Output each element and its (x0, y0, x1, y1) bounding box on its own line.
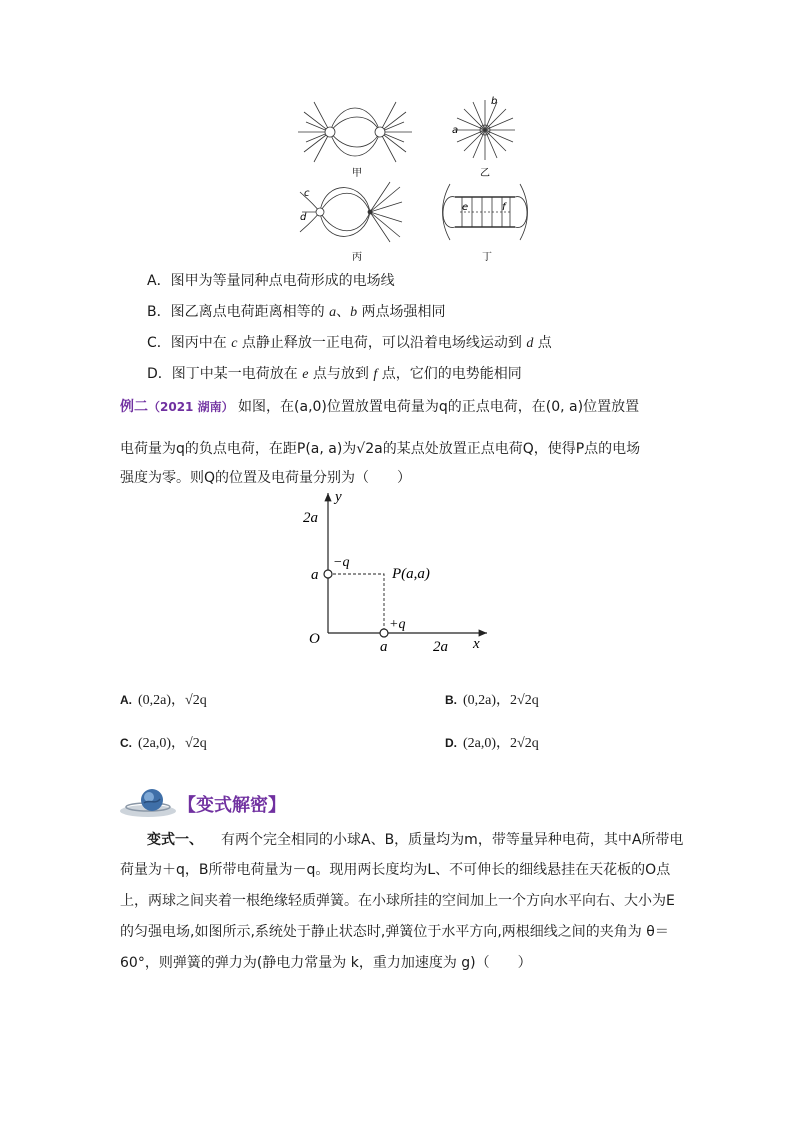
diagram-jia (298, 102, 412, 162)
caption-bing: 丙 (352, 252, 362, 262)
answer-b[interactable] (445, 689, 539, 709)
option-text: 两点场强相同 (357, 304, 446, 320)
variant1-line5: 60°，则弹簧的弹力为(静电力常量为 k，重力加速度为 g)（ ） (120, 955, 532, 971)
variant1-text: 有两个完全相同的小球A、B，质量均为m，带等量异种电荷，其中A所带电 (221, 832, 684, 848)
diagram-bing (300, 182, 402, 242)
x-axis-label: x (473, 636, 480, 652)
example2-line3: 强度为零。则Q的位置及电荷量分别为（ ） (120, 470, 412, 486)
option-letter: D． (147, 366, 172, 382)
answer-letter: C. (120, 736, 132, 750)
option-b (147, 301, 446, 321)
var-f: f (373, 367, 378, 382)
label-e: e (462, 202, 469, 213)
variant1-line3: 上，两球之间夹着一根绝缘轻质弹簧。在小球所挂的空间加上一个方向水平向右、大小为E (120, 893, 675, 909)
pos-charge-label: +q (389, 617, 406, 632)
answer-text: (2a,0)，2√2q (463, 736, 539, 751)
label-d: d (300, 212, 307, 223)
answer-d[interactable] (445, 732, 539, 752)
label-a: a (452, 125, 459, 136)
var-e: e (302, 367, 309, 382)
option-d (147, 363, 522, 383)
option-c (147, 332, 552, 352)
option-letter: C． (147, 335, 171, 351)
var-b: b (350, 305, 358, 320)
caption-ding: 丁 (482, 252, 492, 262)
option-letter: A． (147, 273, 171, 289)
example2-line2: 电荷量为q的负点电荷，在距P(a, a)为√2a的某点处放置正点电荷Q，使得P点的电场 (120, 441, 641, 457)
x-tick-2a: 2a (433, 639, 448, 655)
section-title: 【变式解密】 (178, 795, 286, 816)
example2-source: （2021 湖南） (148, 400, 234, 414)
option-text: 点 (533, 335, 552, 351)
option-text: 、 (336, 304, 351, 320)
y-axis-label: y (335, 489, 342, 505)
example2-line1 (120, 396, 680, 418)
option-text: 点，它们的电势能相同 (377, 366, 522, 382)
option-letter: B． (147, 304, 171, 320)
variant1-line1 (147, 829, 687, 851)
field-lines-figure (290, 92, 530, 262)
diagram-ding (443, 184, 528, 240)
example2-text: 如图，在(a,0)位置放置电荷量为q的正点电荷，在(0, a)位置放置 (238, 399, 640, 415)
answer-letter: D. (445, 736, 457, 750)
neg-charge-label: −q (333, 555, 350, 570)
dashed-guide (328, 574, 384, 633)
answer-text: (2a,0)，√2q (138, 736, 207, 751)
answer-text: (0,2a)，2√2q (463, 693, 539, 708)
option-text: 图丙中在 (170, 335, 232, 351)
y-tick-2a: 2a (303, 510, 318, 526)
answer-letter: A. (120, 693, 132, 707)
caption-jia: 甲 (352, 168, 362, 179)
option-text: 图甲为等量同种点电荷形成的电场线 (170, 273, 395, 289)
var-d: d (526, 336, 534, 351)
negative-charge (324, 570, 332, 578)
var-a: a (329, 305, 337, 320)
axes-figure (295, 485, 500, 655)
option-a (147, 270, 395, 290)
origin-label: O (309, 631, 320, 647)
positive-charge (380, 629, 388, 637)
caption-yi: 乙 (480, 168, 490, 179)
answer-letter: B. (445, 693, 457, 707)
example2-title: 例二 (120, 399, 148, 415)
diagram-yi (455, 100, 515, 160)
option-text: 图乙离点电荷距离相等的 (170, 304, 330, 320)
answer-c[interactable] (120, 732, 207, 752)
option-text: 点静止释放一正电荷，可以沿着电场线运动到 (237, 335, 527, 351)
globe-icon (118, 785, 184, 821)
label-f: f (502, 202, 506, 213)
x-tick-a: a (380, 639, 388, 655)
variant1-line4: 的匀强电场,如图所示,系统处于静止状态时,弹簧位于水平方向,两根细线之间的夹角为 θ＝ (120, 924, 669, 940)
y-tick-a: a (311, 567, 319, 583)
answer-a[interactable] (120, 689, 207, 709)
var-c: c (231, 336, 238, 351)
answer-text: (0,2a)，√2q (138, 693, 207, 708)
variant1-line2: 荷量为＋q，B所带电荷量为－q。现用两长度均为L、不可伸长的细线悬挂在天花板的O点 (120, 862, 671, 878)
option-text: 点与放到 (308, 366, 374, 382)
point-p-label: P(a,a) (392, 566, 430, 582)
label-b: b (491, 96, 498, 107)
label-c: c (304, 188, 310, 199)
variant1-label: 变式一、 (147, 832, 203, 848)
option-text: 图丁中某一电荷放在 (171, 366, 303, 382)
